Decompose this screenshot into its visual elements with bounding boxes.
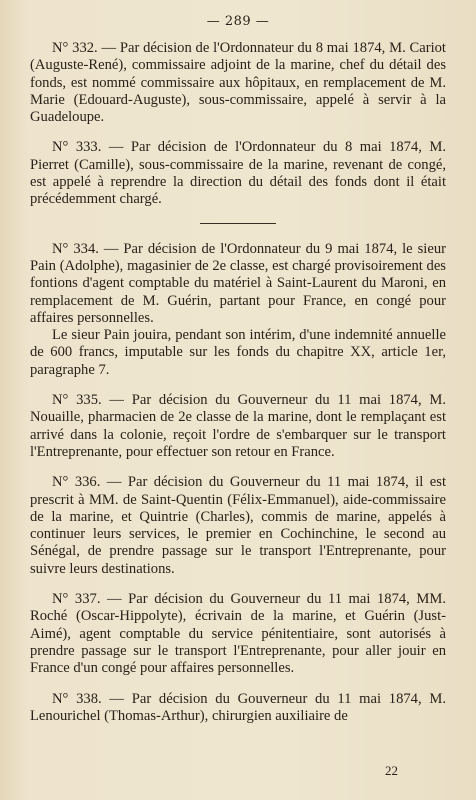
decision-337: N° 337. — Par décision du Gouverneur du 11 mai 1874, MM. Roché (Oscar-Hippolyte), écrivain de la marine, et Guérin (Just-Aimé), agent comptable du service pénitentiaire, sont autorisés à prendre passage sur le transport l'Entreprenante, pour aller jouir en France d'un congé pour affaires personnelles. [30,591,446,677]
decision-336: N° 336. — Par décision du Gouverneur du 11 mai 1874, il est prescrit à MM. de Saint-Quentin (Félix-Emmanuel), aide-commissaire de la marine, et Quintrie (Charles), commis de marine, appelés à continuer leurs services, le premier en Cochinchine, le second au Sénégal, de prendre passage sur le transport l'Entreprenante, pour suivre leurs destinations. [30,474,446,577]
page-number: — 289 — [206,14,270,29]
decision-333: N° 333. — Par décision de l'Ordonnateur du 8 mai 1874, M. Pierret (Camille), sous-commissaire de la marine, revenant de congé, est appelé à reprendre la direction du détail des fonds dont il était précédemment chargé. [30,139,446,208]
decision-335: N° 335. — Par décision du Gouverneur du 11 mai 1874, M. Nouaille, pharmacien de 2e classe de la marine, dont le remplaçant est arrivé dans la colonie, reçoit l'ordre de s'embarquer sur le transport l'Entreprenante, pour effectuer son retour en France. [30,392,446,460]
page-content [30,40,446,725]
decision-334-indemnity: Le sieur Pain jouira, pendant son intérim, d'une indemnité annuelle de 600 francs, imputable sur les fonds du chapitre XX, article 1er, paragraphe 7. [30,327,446,378]
decision-338: N° 338. — Par décision du Gouverneur du 11 mai 1874, M. Lenourichel (Thomas-Arthur), chirurgien auxiliaire de [30,690,446,724]
decision-334: N° 334. — Par décision de l'Ordonnateur du 9 mai 1874, le sieur Pain (Adolphe), magasinier de 2e classe, est chargé provisoirement des fontions d'agent comptable du matériel à Saint-Laurent du Maroni, en remplacement de M. Guérin, partant pour France, en congé pour affaires personnelles. [30,240,446,326]
printer-signature-mark: 22 [385,763,398,778]
section-divider [200,223,276,224]
decision-332: N° 332. — Par décision de l'Ordonnateur du 8 mai 1874, M. Cariot (Auguste-René), commissaire adjoint de la marine, chef du détail des fonds, est nommé commissaire aux hôpitaux, en remplacement de M. Marie (Edouard-Auguste), sous-commissaire, appelé à servir à la Guadeloupe. [30,40,446,126]
